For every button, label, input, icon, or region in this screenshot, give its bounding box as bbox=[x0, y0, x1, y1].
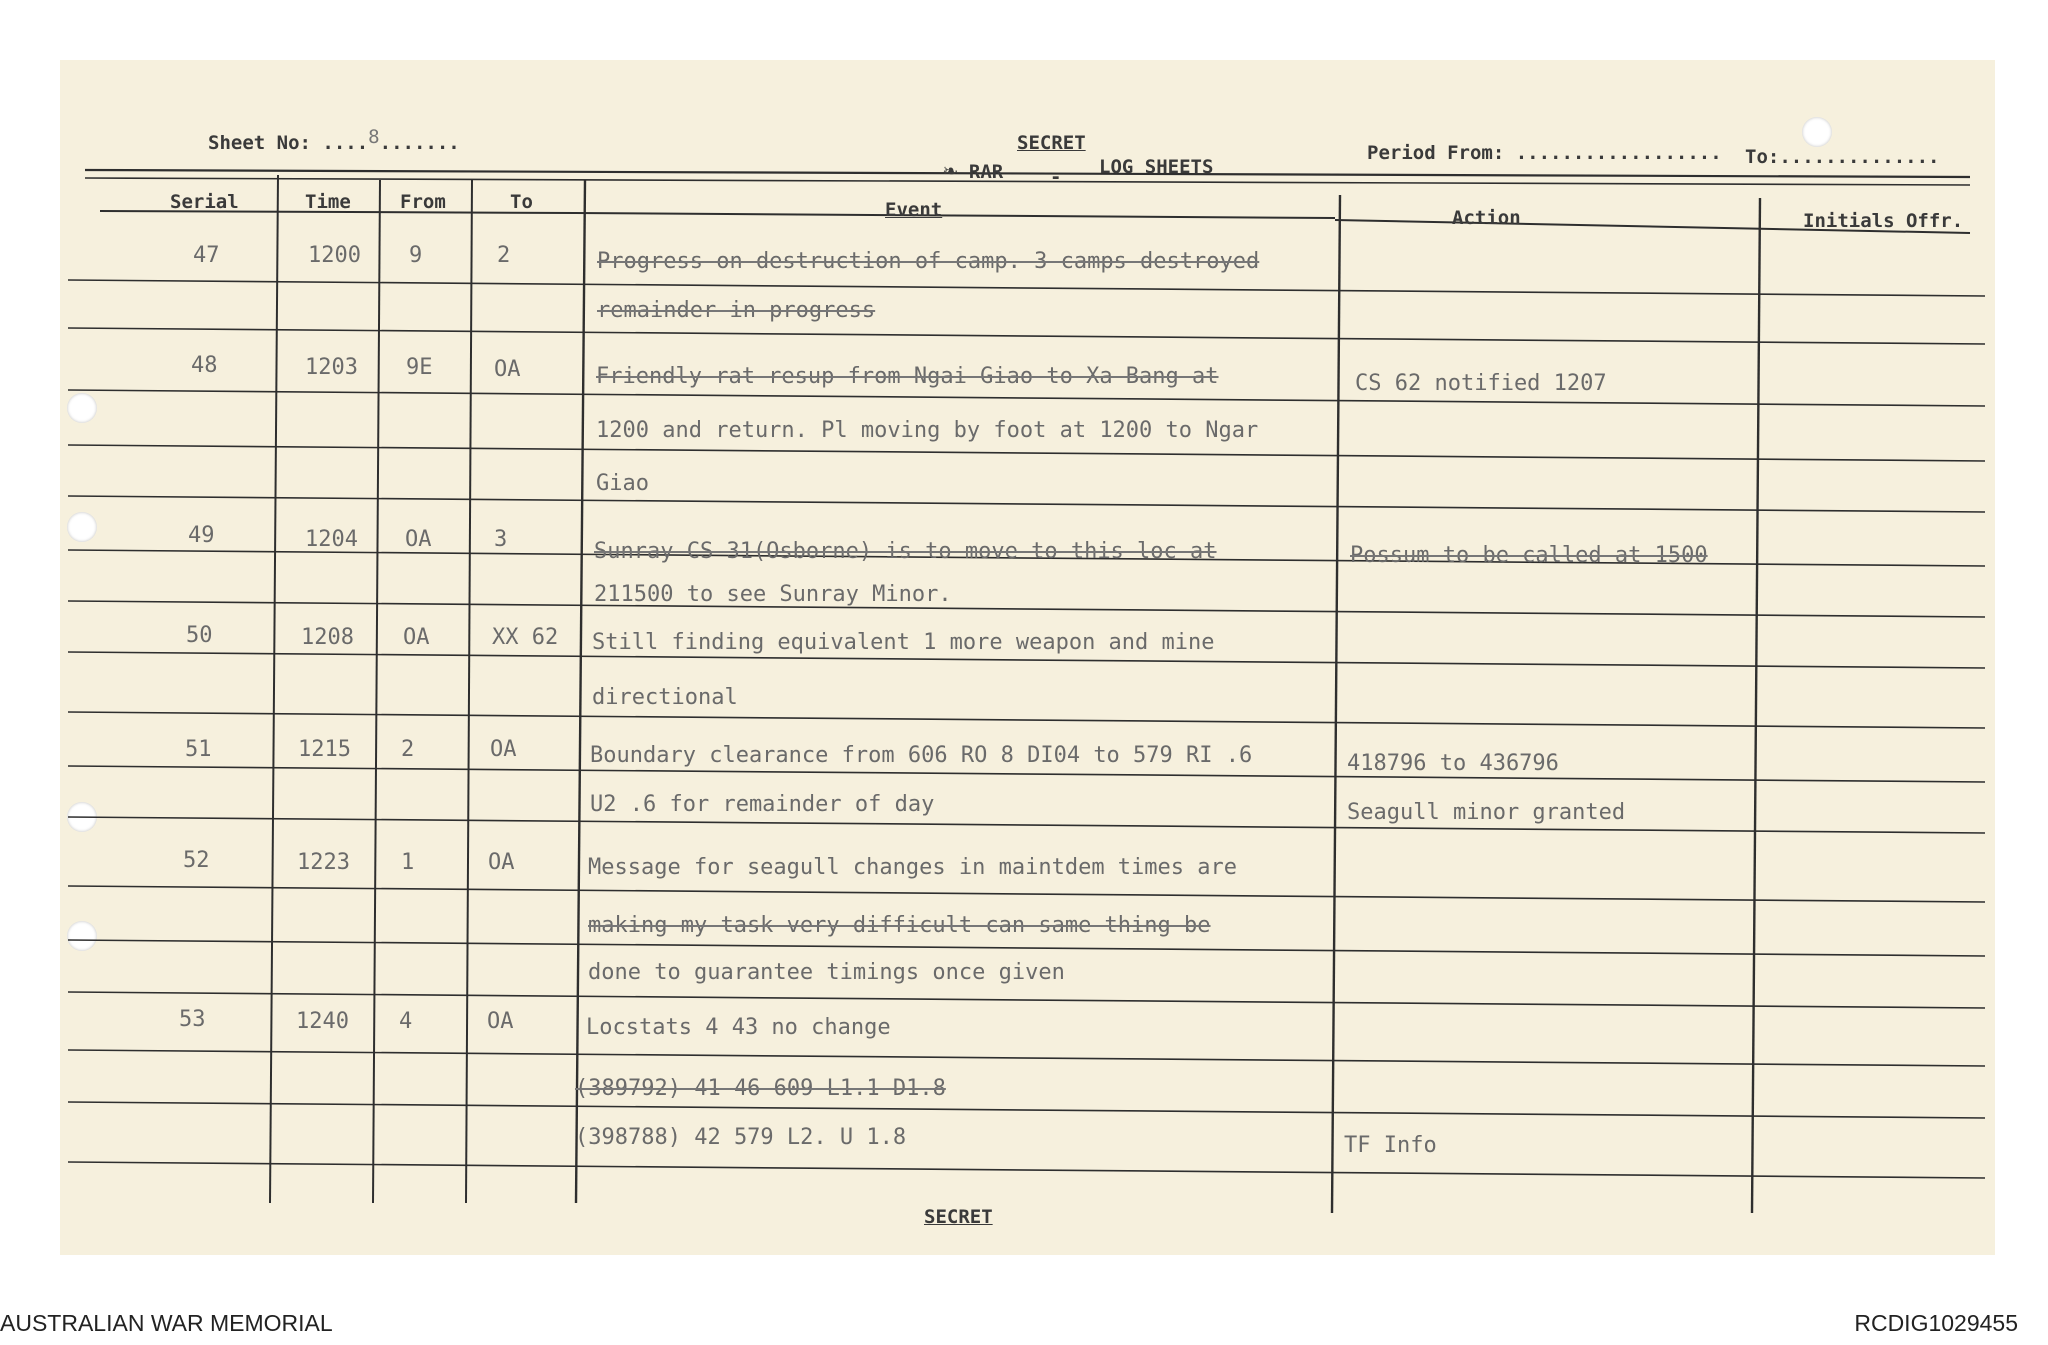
row-rule bbox=[68, 1102, 1985, 1118]
entry-time: 1203 bbox=[305, 355, 358, 380]
entry-event-line: making my task very difficult can same thing be bbox=[588, 913, 1211, 938]
period-to: To:.............. bbox=[1745, 146, 1940, 168]
log-sheets-title: LOG SHEETS bbox=[1099, 156, 1214, 178]
row-rule bbox=[68, 992, 1985, 1008]
entry-event-line: (398788) 42 579 L2. U 1.8 bbox=[575, 1125, 907, 1150]
entry-to: OA bbox=[494, 357, 521, 382]
entry-event-line: Giao bbox=[596, 471, 649, 496]
entry-event-line: Boundary clearance from 606 RO 8 DI04 to 579 RI .6 bbox=[590, 743, 1253, 768]
entry-serial: 47 bbox=[193, 243, 220, 268]
entry-action-line: TF Info bbox=[1344, 1133, 1437, 1158]
column-rule-action-initials bbox=[1752, 198, 1760, 1213]
entry-event-line: 1200 and return. Pl moving by foot at 1200 to Ngar bbox=[596, 418, 1259, 443]
entry-from: 1 bbox=[401, 850, 415, 875]
sheet-number: 8 bbox=[368, 126, 380, 148]
entry-action-line: Possum to be called at 1500 bbox=[1350, 543, 1708, 568]
entry-action-line: Seagull minor granted bbox=[1347, 800, 1626, 825]
unit-label: ❧ RAR bbox=[943, 156, 1004, 184]
entry-from: OA bbox=[405, 527, 432, 552]
entry-event-line: U2 .6 for remainder of day bbox=[590, 792, 935, 817]
entry-event-line: Message for seagull changes in maintdem times are bbox=[588, 855, 1238, 880]
column-header-from: From bbox=[400, 191, 446, 213]
sheet-number-label: Sheet No: ....8....... bbox=[208, 126, 460, 154]
column-rule-from-to bbox=[466, 180, 472, 1203]
entry-from: 2 bbox=[401, 737, 415, 762]
column-header-rule bbox=[575, 213, 1335, 218]
row-rule bbox=[68, 280, 1985, 296]
row-rule bbox=[68, 886, 1985, 902]
log-sheet bbox=[60, 60, 1995, 1255]
entry-event-line: Friendly rat resup from Ngai Giao to Xa Bang at bbox=[596, 364, 1219, 389]
entry-time: 1200 bbox=[308, 243, 361, 268]
entry-to: XX 62 bbox=[492, 625, 559, 650]
entry-to: OA bbox=[490, 737, 517, 762]
entry-from: 9 bbox=[409, 243, 423, 268]
entry-time: 1208 bbox=[301, 625, 354, 650]
entry-time: 1215 bbox=[298, 737, 351, 762]
header-rule bbox=[85, 178, 1970, 185]
entry-to: OA bbox=[488, 850, 515, 875]
unit-dash: - bbox=[1050, 166, 1062, 188]
entry-event-line: Sunray CS 31(Osborne) is to move to this loc at bbox=[594, 539, 1217, 564]
row-rule bbox=[68, 328, 1985, 344]
entry-event-line: 211500 to see Sunray Minor. bbox=[594, 582, 952, 607]
entry-event-line: remainder in progress bbox=[597, 298, 876, 323]
footer-record-id: RCDIG1029455 bbox=[1854, 1310, 2018, 1336]
entry-to: 2 bbox=[497, 243, 511, 268]
entry-serial: 50 bbox=[186, 623, 213, 648]
column-rule-to-event bbox=[576, 180, 585, 1203]
row-rule bbox=[68, 1050, 1985, 1066]
column-header-to: To bbox=[510, 191, 533, 213]
entry-to: 3 bbox=[494, 527, 508, 552]
entry-action-line: CS 62 notified 1207 bbox=[1355, 371, 1607, 396]
column-header-time: Time bbox=[305, 191, 351, 213]
row-rule bbox=[68, 940, 1985, 956]
row-rule bbox=[68, 712, 1985, 728]
entry-event-line: directional bbox=[592, 685, 738, 710]
classification-bottom: SECRET bbox=[924, 1206, 993, 1228]
period-from: Period From: .................. bbox=[1367, 142, 1722, 164]
entry-time: 1240 bbox=[296, 1009, 349, 1034]
entry-to: OA bbox=[487, 1009, 514, 1034]
row-rule bbox=[68, 496, 1985, 512]
entry-from: 9E bbox=[406, 355, 433, 380]
row-rule bbox=[68, 601, 1985, 617]
entry-from: OA bbox=[403, 625, 430, 650]
entry-event-line: Locstats 4 43 no change bbox=[586, 1015, 891, 1040]
entry-serial: 51 bbox=[185, 737, 212, 762]
header-rule bbox=[85, 170, 1970, 177]
column-header-serial: Serial bbox=[170, 191, 239, 213]
entry-time: 1223 bbox=[297, 850, 350, 875]
entry-serial: 53 bbox=[179, 1007, 206, 1032]
entry-from: 4 bbox=[399, 1009, 413, 1034]
column-rule-time-from bbox=[373, 180, 380, 1203]
row-rule bbox=[68, 766, 1985, 782]
column-header-event: Event bbox=[885, 199, 943, 221]
entry-event-line: Still finding equivalent 1 more weapon and mine bbox=[592, 630, 1215, 655]
entry-serial: 48 bbox=[191, 353, 218, 378]
row-rule bbox=[68, 817, 1985, 833]
column-header-initials: Initials Offr. bbox=[1803, 210, 1964, 232]
entry-action-line: 418796 to 436796 bbox=[1347, 751, 1559, 776]
column-header-action: Action bbox=[1452, 207, 1521, 229]
entry-event-line: Progress on destruction of camp. 3 camps destroyed bbox=[597, 249, 1260, 274]
entry-event-line: (389792) 41 46 609 L1.1 D1.8 bbox=[575, 1076, 946, 1101]
row-rule bbox=[68, 445, 1985, 461]
entry-time: 1204 bbox=[305, 527, 358, 552]
entry-serial: 49 bbox=[188, 523, 215, 548]
ruled-grid bbox=[60, 60, 1995, 1255]
entry-serial: 52 bbox=[183, 848, 210, 873]
classification-top: SECRET bbox=[1017, 132, 1086, 154]
footer-institution: AUSTRALIAN WAR MEMORIAL bbox=[0, 1310, 333, 1336]
row-rule bbox=[68, 390, 1985, 406]
row-rule bbox=[68, 1162, 1985, 1178]
entry-event-line: done to guarantee timings once given bbox=[588, 960, 1065, 985]
